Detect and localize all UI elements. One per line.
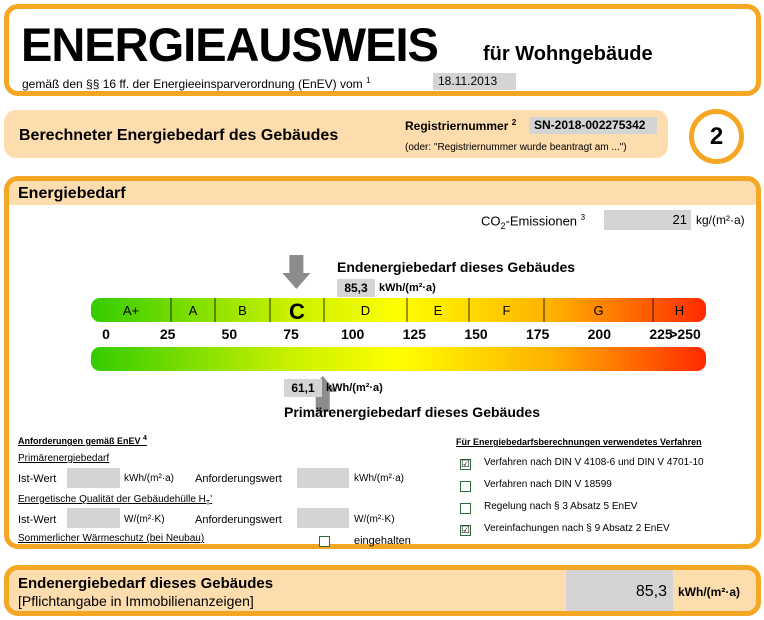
footer-note: [Pflichtangabe in Immobilienanzeigen] [18, 593, 254, 609]
summer-protection-label: Sommerlicher Wärmeschutz (bei Neubau) [18, 533, 205, 544]
footer-value: 85,3 [566, 570, 673, 611]
primary-requirement-heading: Primärenergiebedarf [18, 453, 110, 464]
registration-label: Registriernummer $^2$ [405, 118, 517, 133]
end-energy-value: 85,3 [337, 279, 375, 297]
envelope-req-label: Anforderungswert [195, 514, 282, 526]
scale-tick-label: >250 [669, 326, 701, 342]
section-heading: Berechneter Energiebedarf des Gebäudes [19, 127, 339, 144]
envelope-ist-label: Ist-Wert [18, 514, 57, 526]
header-title: ENERGIEAUSWEIS [21, 18, 438, 71]
method-label-vereinfachungen: Vereinfachungen nach § 9 Absatz 2 EnEV [484, 523, 670, 534]
method-checkbox-regelung[interactable] [460, 503, 471, 514]
primary-ist-unit: kWh/(m²·a) [124, 473, 174, 484]
scale-tick-label: 125 [402, 326, 427, 342]
issue-date: 18.11.2013 [433, 73, 516, 90]
method-checkbox-din4108[interactable]: ☑ [461, 459, 470, 470]
class-label-f: F [502, 303, 511, 318]
envelope-ist-value [67, 508, 120, 528]
scale-tick-label: 0 [102, 326, 110, 342]
scale-tick-label: 225 [649, 326, 673, 342]
envelope-ist-unit: W/(m²·K) [124, 514, 165, 525]
registration-note: (oder: "Registriernummer wurde beantragt am ...") [405, 142, 627, 153]
class-label-c: C [289, 299, 305, 324]
scale-tick-label: 75 [283, 326, 299, 342]
energy-demand-box [4, 176, 761, 549]
co2-value: 21 [604, 210, 691, 230]
summer-protection-checkbox[interactable] [319, 536, 330, 547]
class-label-a: A [188, 303, 198, 318]
primary-energy-value: 61,1 [284, 379, 322, 397]
footer-box [4, 565, 761, 616]
class-label-h: H [674, 303, 685, 318]
method-label-regelung: Regelung nach § 3 Absatz 5 EnEV [484, 501, 638, 512]
end-energy-label: Endenergiebedarf dieses Gebäudes [337, 259, 576, 275]
footer-unit: kWh/(m²·a) [678, 585, 740, 599]
primary-energy-label: Primärenergiebedarf dieses Gebäudes [284, 404, 540, 420]
primary-req-unit: kWh/(m²·a) [354, 473, 404, 484]
footer-heading: Endenergiebedarf dieses Gebäudes [18, 575, 274, 592]
scale-bar [91, 347, 706, 371]
header-line: gemäß den §§ 16 ff. der Energieeinsparverordnung (EnEV) vom $^1$ [22, 76, 371, 91]
scale-tick-label: 200 [587, 326, 612, 342]
method-label-din18599: Verfahren nach DIN V 18599 [484, 479, 612, 490]
header-box [4, 4, 761, 96]
energy-demand-heading: Energiebedarf [18, 185, 126, 202]
envelope-req-unit: W/(m²·K) [354, 514, 395, 525]
primary-req-value [297, 468, 349, 488]
scale-tick-label: 100 [340, 326, 365, 342]
envelope-heading: Energetische Qualität der Gebäudehülle $H_T'$ [18, 494, 213, 507]
registration-number: SN-2018-002275342 [529, 117, 657, 134]
methods-heading: Für Energiebedarfsberechnungen verwendetes Verfahren [456, 437, 702, 447]
class-label-d: D [360, 303, 371, 318]
end-energy-unit: kWh/(m²·a) [379, 282, 436, 294]
class-label-a-plus: A+ [122, 303, 140, 318]
method-label-din4108: Verfahren nach DIN V 4108-6 und DIN V 4701-10 [484, 457, 704, 468]
scale-tick-label: 25 [159, 326, 176, 342]
requirements-heading: Anforderungen gemäß EnEV $^4$ [18, 435, 147, 446]
class-label-b: B [238, 303, 247, 318]
header-subtitle: für Wohngebäude [483, 43, 653, 65]
primary-energy-unit: kWh/(m²·a) [326, 382, 383, 394]
class-bar [91, 298, 706, 322]
scale-tick-label: 175 [525, 326, 550, 342]
section-banner [4, 110, 668, 158]
envelope-req-value [297, 508, 349, 528]
co2-unit: kg/(m²·a) [696, 213, 745, 227]
page-number-badge: 2 [689, 109, 744, 164]
scale-tick-label: 150 [464, 326, 488, 342]
class-label-e: E [433, 303, 443, 318]
primary-ist-label: Ist-Wert [18, 473, 57, 485]
scale-tick-label: 50 [221, 326, 238, 342]
primary-ist-value [67, 468, 120, 488]
method-checkbox-vereinfachungen[interactable]: ☑ [461, 525, 470, 536]
primary-req-label: Anforderungswert [195, 473, 282, 485]
class-label-g: G [593, 303, 604, 318]
method-checkbox-din18599[interactable] [460, 481, 471, 492]
summer-protection-kept: eingehalten [354, 535, 411, 547]
end-energy-arrow [282, 255, 310, 289]
co2-label: $CO_2$-Emissionen $^3$ [481, 213, 586, 231]
